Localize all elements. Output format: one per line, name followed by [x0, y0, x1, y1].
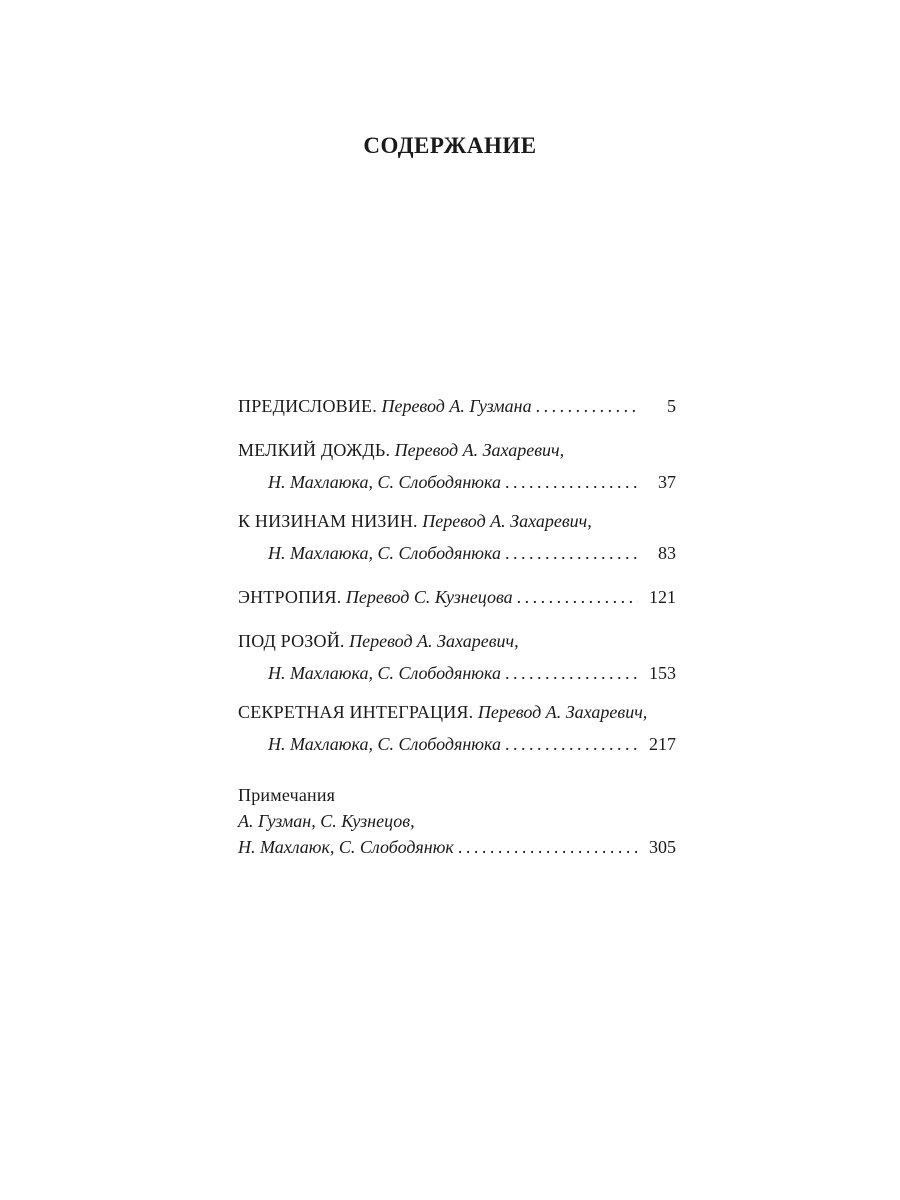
- toc-entry-translator: Перевод А. Захаревич,: [394, 440, 565, 460]
- toc-entry-title: ЭНТРОПИЯ.: [238, 587, 342, 607]
- toc-notes-authors-cont: Н. Махлаюк, С. Слободянюк: [238, 837, 454, 857]
- toc-entry-under-the-rose[interactable]: [238, 625, 676, 689]
- toc-line: [238, 505, 676, 537]
- toc-entry-title: СЕКРЕТНАЯ ИНТЕГРАЦИЯ.: [238, 702, 474, 722]
- toc-line: [238, 537, 676, 569]
- toc-line: [238, 728, 676, 760]
- toc-entry-notes[interactable]: [238, 782, 676, 860]
- toc-entry-translator-cont: Н. Махлаюка, С. Слободянюка: [268, 663, 501, 683]
- toc-page-number: 5: [667, 396, 676, 416]
- toc-leader-dots: [505, 657, 638, 689]
- toc-entry-low-lands[interactable]: [238, 505, 676, 569]
- toc-entry-translator: Перевод А. Захаревич,: [422, 511, 592, 531]
- toc-entry-secret-integration[interactable]: [238, 696, 676, 760]
- toc-entry-title: К НИЗИНАМ НИЗИН.: [238, 511, 418, 531]
- toc-entry-translator: Перевод А. Захаревич,: [477, 702, 648, 722]
- toc-leader-dots: [505, 466, 638, 498]
- toc-leader-dots: [517, 581, 638, 613]
- toc-line: [238, 466, 676, 498]
- toc-leader-dots: [458, 834, 638, 860]
- toc-entry-translator: Перевод С. Кузнецова: [345, 587, 513, 607]
- toc-leader-dots: [505, 728, 638, 760]
- toc-page-number: 37: [658, 472, 676, 492]
- toc-page-number: 217: [649, 734, 676, 754]
- toc-page-number: 153: [649, 663, 676, 683]
- toc-line: [238, 581, 676, 613]
- toc-line: [238, 434, 676, 466]
- toc-notes-authors: А. Гузман, С. Кузнецов,: [238, 811, 415, 831]
- toc-line: [238, 834, 676, 860]
- toc-page-number: 305: [649, 837, 676, 857]
- toc-entry-translator: Перевод А. Захаревич,: [349, 631, 519, 651]
- toc-line: [238, 696, 676, 728]
- toc-entry-title: ПОД РОЗОЙ.: [238, 631, 345, 651]
- toc-entry-translator-cont: Н. Махлаюка, С. Слободянюка: [268, 543, 501, 563]
- toc-entry-translator: Перевод А. Гузмана: [381, 396, 532, 416]
- toc-page-number: 121: [649, 587, 676, 607]
- toc-entry-entropy[interactable]: [238, 581, 676, 613]
- toc-line: [238, 625, 676, 657]
- toc-line: [238, 390, 676, 422]
- toc-leader-dots: [536, 390, 638, 422]
- toc-page-number: 83: [658, 543, 676, 563]
- toc-entry-translator-cont: Н. Махлаюка, С. Слободянюка: [268, 734, 501, 754]
- toc-leader-dots: [505, 537, 638, 569]
- toc-entry-title: ПРЕДИСЛОВИЕ.: [238, 396, 377, 416]
- toc-entry-light-rain[interactable]: [238, 434, 676, 498]
- toc-line: [238, 808, 676, 834]
- table-of-contents: [238, 390, 676, 860]
- toc-notes-title: Примечания: [238, 785, 336, 805]
- toc-entry-preface[interactable]: [238, 390, 676, 422]
- toc-entry-translator-cont: Н. Махлаюка, С. Слободянюка: [268, 472, 501, 492]
- toc-line: [238, 782, 676, 808]
- page-title: СОДЕРЖАНИЕ: [363, 133, 537, 158]
- toc-line: [238, 657, 676, 689]
- toc-entry-title: МЕЛКИЙ ДОЖДЬ.: [238, 440, 391, 460]
